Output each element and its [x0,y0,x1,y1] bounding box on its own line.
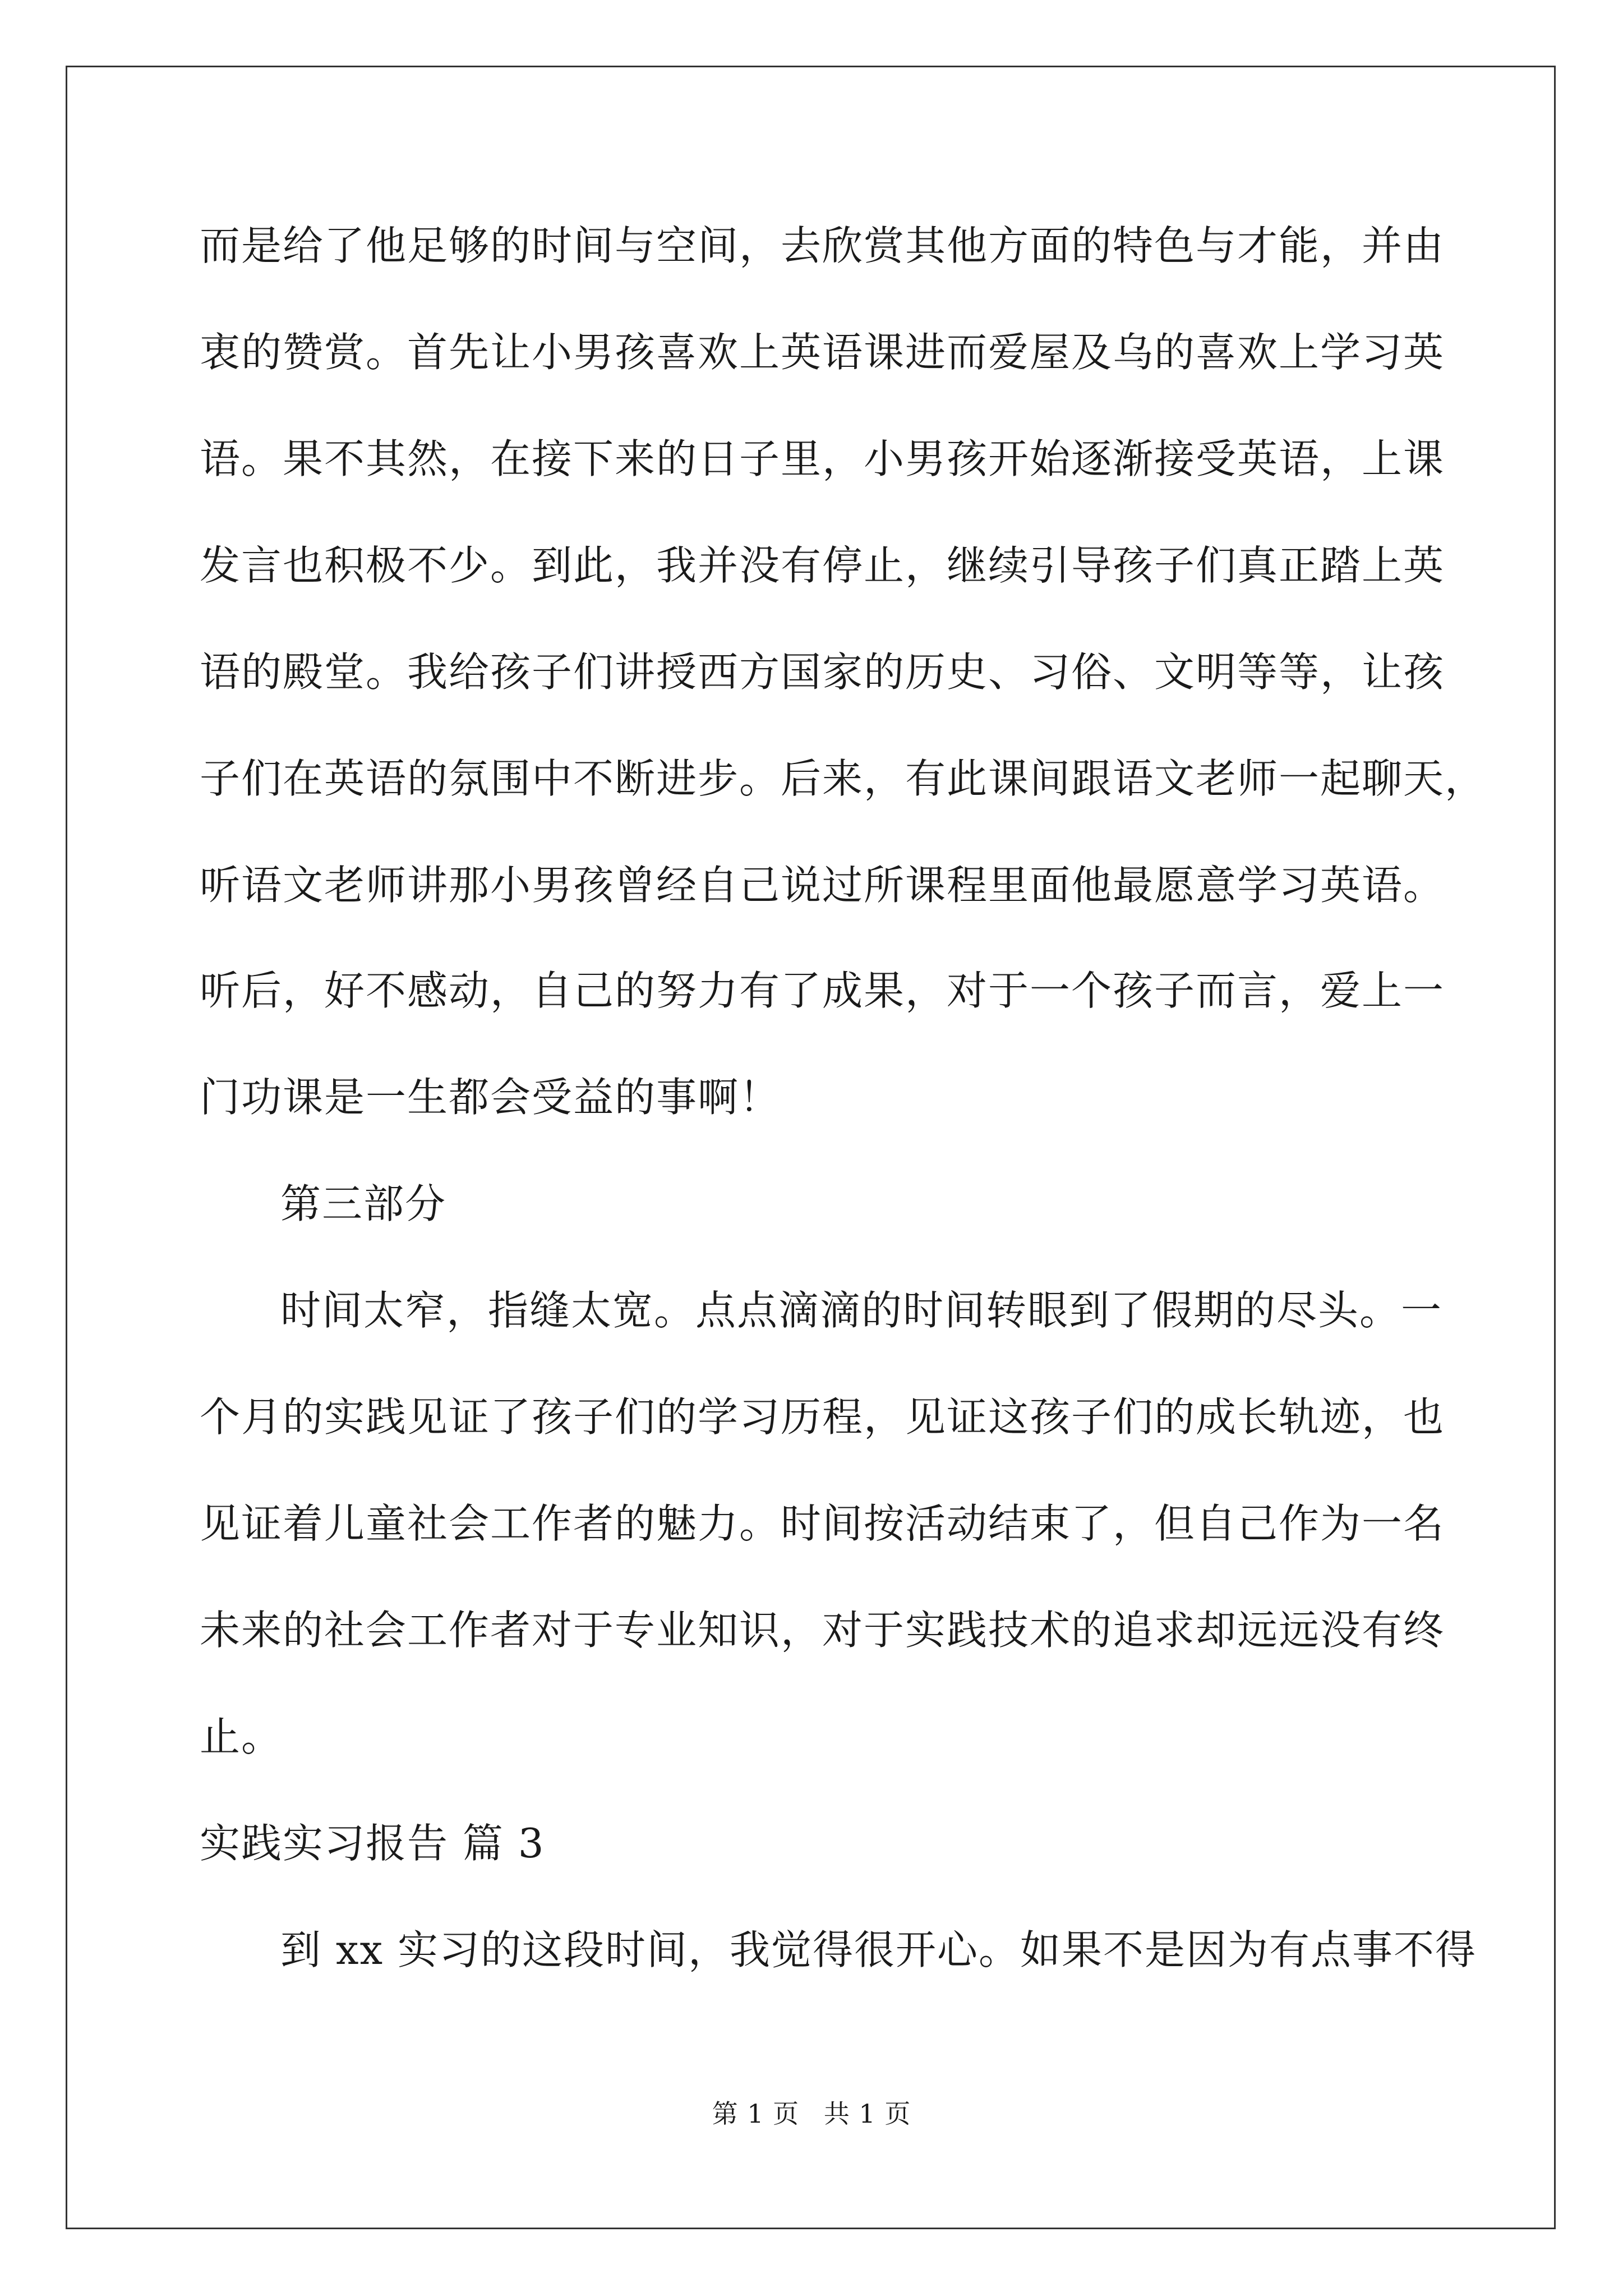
paragraph-line: 而是给了他足够的时间与空间，去欣赏其他方面的特色与才能，并由 [200,222,1445,269]
paragraph-line: 时间太窄，指缝太宽。点点滴滴的时间转眼到了假期的尽头。一 [280,1287,1443,1334]
paragraph-line: 听语文老师讲那小男孩曾经自己说过所课程里面他最愿意学习英语。 [200,862,1445,909]
page-number: 第 1 页 [712,2099,800,2129]
paragraph-line: 个月的实践见证了孩子们的学习历程，见证这孩子们的成长轨迹，也 [200,1393,1445,1441]
paragraph-line: 见证着儿童社会工作者的魅力。时间按活动结束了，但自己作为一名 [200,1500,1445,1547]
page-total: 共 1 页 [823,2099,911,2129]
section-heading: 第三部分 [280,1180,447,1227]
paragraph-line: 到 xx 实习的这段时间，我觉得很开心。如果不是因为有点事不得 [280,1926,1477,1973]
report-title: 实践实习报告 篇 3 [200,1820,545,1867]
paragraph-line: 门功课是一生都会受益的事啊！ [200,1074,781,1121]
page-footer [0,2097,1623,2131]
paragraph-line: 子们在英语的氛围中不断进步。后来，有此课间跟语文老师一起聊天， [200,755,1487,802]
paragraph-line: 止。 [200,1713,283,1760]
paragraph-line: 语。果不其然，在接下来的日子里，小男孩开始逐渐接受英语，上课 [200,435,1445,482]
paragraph-line: 发言也积极不少。到此，我并没有停止，继续引导孩子们真正踏上英 [200,542,1445,589]
paragraph-line: 衷的赞赏。首先让小男孩喜欢上英语课进而爱屋及乌的喜欢上学习英 [200,329,1445,376]
paragraph-line: 语的殿堂。我给孩子们讲授西方国家的历史、习俗、文明等等，让孩 [200,648,1445,696]
paragraph-line: 未来的社会工作者对于专业知识，对于实践技术的追求却远远没有终 [200,1607,1445,1654]
page-border [66,66,1556,2229]
paragraph-line: 听后，好不感动，自己的努力有了成果，对于一个孩子而言，爱上一 [200,967,1445,1014]
